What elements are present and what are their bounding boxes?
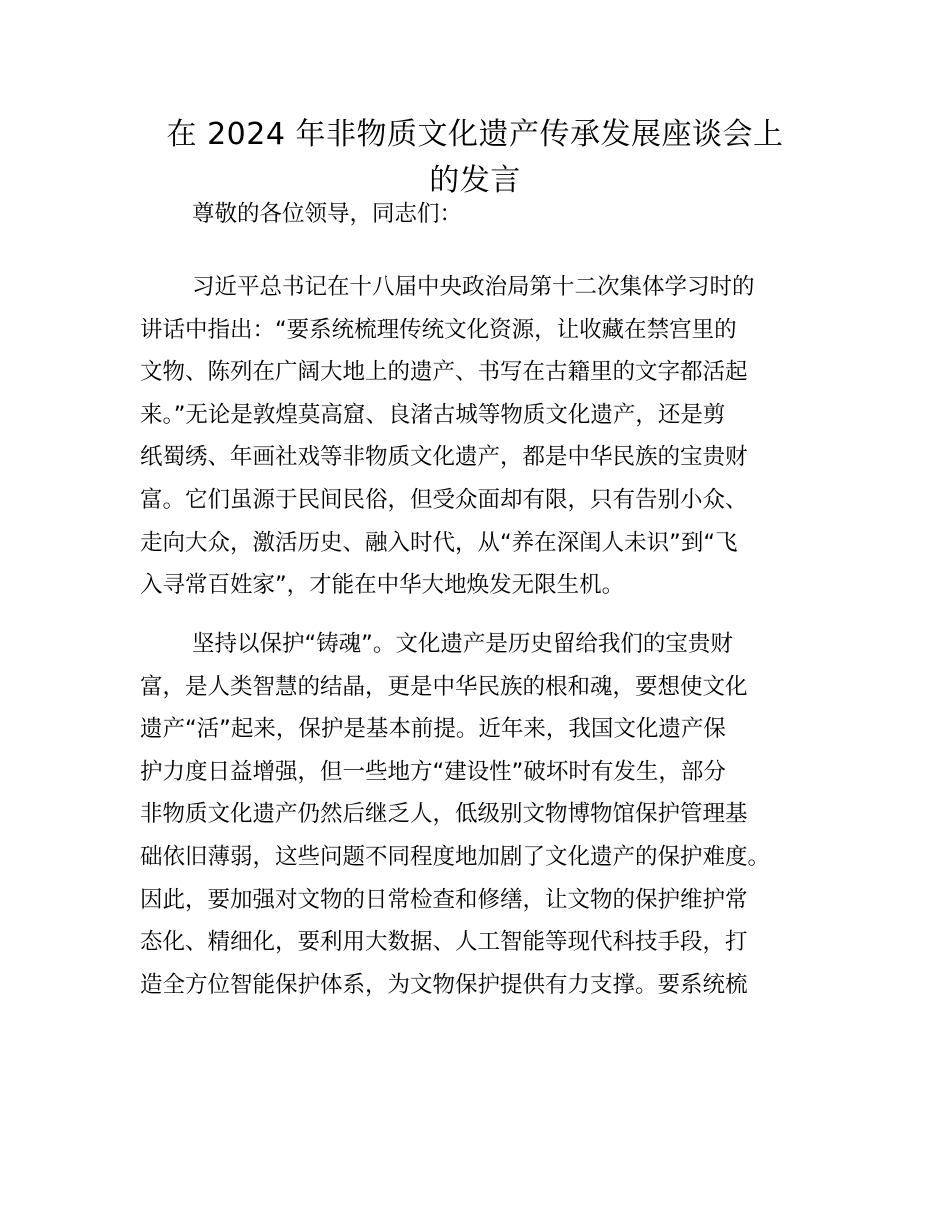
paragraph-line: 习近平总书记在十八届中央政治局第十二次集体学习时的 [192, 274, 755, 300]
paragraph-line: 遗产“活”起来，保护是基本前提。近年来，我国文化遗产保 [140, 716, 726, 743]
paragraph-line: 因此，要加强对文物的日常检查和修缮，让文物的保护维护常 [140, 886, 748, 913]
document-title [140, 112, 810, 204]
paragraph-line: 走向大众，激活历史、融入时代，从“养在深闺人未识”到“飞 [140, 529, 738, 556]
paragraph-line: 来。”无论是敦煌莫高窟、良渚古城等物质文化遗产，还是剪 [140, 401, 726, 428]
paragraph-line: 坚持以保护“铸魂”。文化遗产是历史留给我们的宝贵财 [192, 631, 733, 657]
paragraph-line: 础依旧薄弱，这些问题不同程度地加剧了文化遗产的保护难度。 [140, 843, 771, 870]
paragraph-line: 入寻常百姓家”，才能在中华大地焕发无限生机。 [140, 572, 625, 599]
paragraph-line: 非物质文化遗产仍然后继乏人，低级别文物博物馆保护管理基 [140, 801, 748, 828]
paragraph-line: 讲话中指出：“要系统梳理传统文化资源，让收藏在禁宫里的 [140, 316, 737, 343]
paragraph-line: 富。它们虽源于民间民俗，但受众面却有限，只有告别小众、 [140, 486, 748, 513]
title-line: 的发言 [429, 163, 521, 198]
paragraph-line: 纸蜀绣、年画社戏等非物质文化遗产，都是中华民族的宝贵财 [140, 444, 748, 471]
salutation: 尊敬的各位领导，同志们： [192, 201, 463, 227]
paragraph [140, 623, 810, 1006]
paragraph-line: 富，是人类智慧的结晶，更是中华民族的根和魂，要想使文化 [140, 673, 748, 700]
paragraph-line: 文物、陈列在广阔大地上的遗产、书写在古籍里的文字都活起 [140, 359, 748, 386]
paragraph-line: 态化、精细化，要利用大数据、人工智能等现代科技手段，打 [140, 929, 748, 956]
paragraph-line: 造全方位智能保护体系，为文物保护提供有力支撑。要系统梳 [140, 971, 748, 998]
title-line: 在 2024 年非物质文化遗产传承发展座谈会上 [166, 117, 784, 152]
paragraph [140, 266, 810, 607]
paragraph-line: 护力度日益增强，但一些地方“建设性”破坏时有发生，部分 [140, 758, 726, 785]
